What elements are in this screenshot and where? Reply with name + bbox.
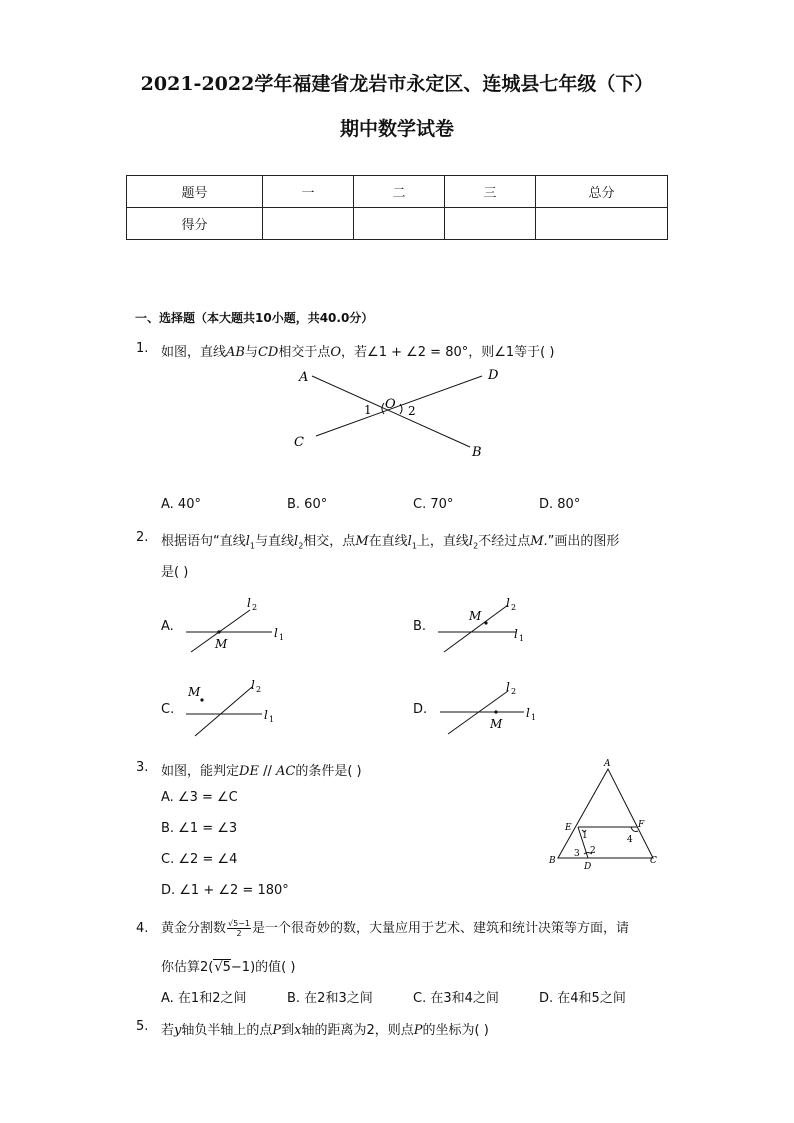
option-d[interactable]: D. [413,702,428,717]
score-header-cell: 题号 [127,176,263,208]
text-span: 相交，点 [303,534,356,549]
text-span: 你估算2( [161,960,214,975]
option-d[interactable]: D. 在4和5之间 [539,991,626,1006]
math-var: P [413,1023,423,1038]
question-5-text [161,1019,489,1038]
option-b[interactable]: B. 60° [287,497,328,512]
figure-intersecting-lines [280,362,510,462]
math-var: y [174,1023,182,1038]
math-var: l [245,534,250,549]
label-l2-sub: 2 [256,685,262,694]
math-var: M. [530,534,548,549]
text-span: 不经过点 [478,534,531,549]
exam-title-line2: 期中数学试卷 [339,118,454,140]
label-2: 2 [408,404,416,418]
triangle-ABC [558,769,653,858]
label-l2-sub: 2 [252,603,258,612]
line-CD [316,376,482,436]
question-number: 4. [136,921,149,936]
score-cell [536,208,668,240]
score-table [126,175,668,240]
question-number: 2. [136,530,149,545]
label-l1: l [274,626,278,640]
label-C: C [294,435,304,450]
question-number: 5. [136,1019,149,1034]
text-span: 与 [244,345,258,360]
text-span: 在直线 [368,534,408,549]
option-b[interactable]: B. ∠1 = ∠3 [161,821,238,836]
label-l1: l [526,706,530,720]
option-d[interactable]: D. 80° [539,497,581,512]
subscript: 2 [298,541,304,551]
math-var: l [294,534,299,549]
text-span: 黄金分割数 [161,921,227,936]
point-M [200,698,203,701]
label-A: A [299,370,309,385]
text-span: 如图，能判定 [161,764,240,779]
math-var: CD [257,345,279,360]
question-1-text [161,341,554,360]
option-a[interactable]: A. 40° [161,497,201,512]
text-span: 与直线 [255,534,295,549]
option-a[interactable]: A. [161,619,174,634]
label-l2: l [506,680,510,694]
score-header-cell: 三 [445,176,536,208]
label-l1-sub: 1 [519,634,525,643]
text-span: ，若∠1 + ∠2 = 80°，则∠1等于( ) [341,345,555,360]
label-l2-sub: 2 [511,603,517,612]
option-c[interactable]: C. ∠2 = ∠4 [161,852,238,867]
text-span: 轴负半轴上的点 [181,1023,273,1038]
label-4: 4 [627,835,633,845]
fraction-numerator: √5−1 [228,919,250,928]
option-b[interactable]: B. [413,619,427,634]
point-M [494,710,497,713]
label-B: B [472,445,482,460]
label-2: 2 [590,846,596,856]
math-var: AC [275,764,296,779]
score-cell [445,208,536,240]
label-l2: l [506,596,510,610]
math-var: DE [239,764,259,779]
sqrt-expression: √5 [214,960,231,975]
math-var: P [272,1023,282,1038]
fraction-denominator: 2 [236,929,242,938]
question-4-text-line2 [161,956,295,975]
option-c[interactable]: C. 70° [413,497,454,512]
score-row-label: 得分 [127,208,263,240]
label-M: M [188,685,201,699]
option-d[interactable]: D. ∠1 + ∠2 = 180° [161,883,289,898]
exam-title-line1: 2021-2022学年福建省龙岩市永定区、连城县七年级（下） [140,73,654,95]
subscript: 1 [249,541,256,551]
figure-option-b [432,592,552,656]
score-table-header-row [127,176,668,208]
label-1: 1 [364,403,372,417]
text-span: // [258,764,276,779]
figure-triangle [540,755,670,875]
text-span: ”画出的图形 [547,534,620,549]
option-a[interactable]: A. 在1和2之间 [161,991,247,1006]
label-M: M [490,717,503,731]
score-cell [354,208,445,240]
option-c[interactable]: C. [161,702,175,717]
question-number: 3. [136,760,149,775]
math-var: O [330,345,342,360]
label-l2: l [251,678,255,692]
score-header-cell: 一 [263,176,354,208]
text-span: 到 [281,1023,295,1038]
text-span: 轴的距离为2，则点 [301,1023,414,1038]
angle-4-arc [631,827,638,832]
score-cell [263,208,354,240]
question-2-text-line2: 是( ) [161,565,189,580]
text-span: 如图，直线 [161,345,227,360]
question-2-text [161,530,619,551]
text-span: 根据语句“直线 [161,534,246,549]
text-span: −1)的值( ) [230,960,296,975]
label-M: M [469,609,482,623]
option-b[interactable]: B. 在2和3之间 [287,991,373,1006]
text-span: 上，直线 [416,534,469,549]
line-l2 [195,687,252,736]
golden-ratio-fraction [227,919,251,938]
label-B: B [549,856,556,866]
math-var: AB [226,345,245,360]
figure-option-a [180,592,300,656]
subscript: 1 [411,541,417,551]
point-M [217,630,220,633]
option-c[interactable]: C. 在3和4之间 [413,991,499,1006]
score-table-row [127,208,668,240]
text-span: 是一个很奇妙的数，大量应用于艺术、建筑和统计决策等方面，请 [252,921,630,936]
label-l2: l [247,596,251,610]
label-l1-sub: 1 [531,713,537,722]
label-l1: l [514,627,518,641]
math-var: l [407,534,412,549]
question-3-text [161,760,362,779]
label-l1-sub: 1 [269,715,275,724]
label-3: 3 [574,849,580,859]
label-l2-sub: 2 [511,687,517,696]
label-F: F [638,820,645,830]
figure-option-d [432,676,552,740]
option-a[interactable]: A. ∠3 = ∠C [161,790,238,805]
label-O: O [385,397,396,412]
score-header-cell: 总分 [536,176,668,208]
label-M: M [215,637,228,651]
label-A: A [604,759,611,769]
math-var: l [468,534,474,549]
figure-option-c [180,676,300,740]
label-E: E [565,823,572,833]
score-header-cell: 二 [354,176,445,208]
label-C: C [650,856,657,866]
label-l1: l [264,708,268,722]
text-span: 若 [161,1023,175,1038]
label-l1-sub: 1 [279,633,285,642]
point-M [484,621,487,624]
math-var: M [355,534,369,549]
question-4-text [161,917,629,938]
label-D: D [488,368,499,383]
text-span: 的坐标为( ) [422,1023,489,1038]
label-D: D [584,862,592,872]
math-var: x [294,1023,302,1038]
text-span: 相交于点 [278,345,331,360]
text-span: 的条件是( ) [295,764,362,779]
section-heading: 一、选择题（本大题共10小题，共40.0分） [135,311,374,325]
question-number: 1. [136,341,149,356]
label-1: 1 [582,831,588,841]
subscript: 2 [473,541,479,551]
